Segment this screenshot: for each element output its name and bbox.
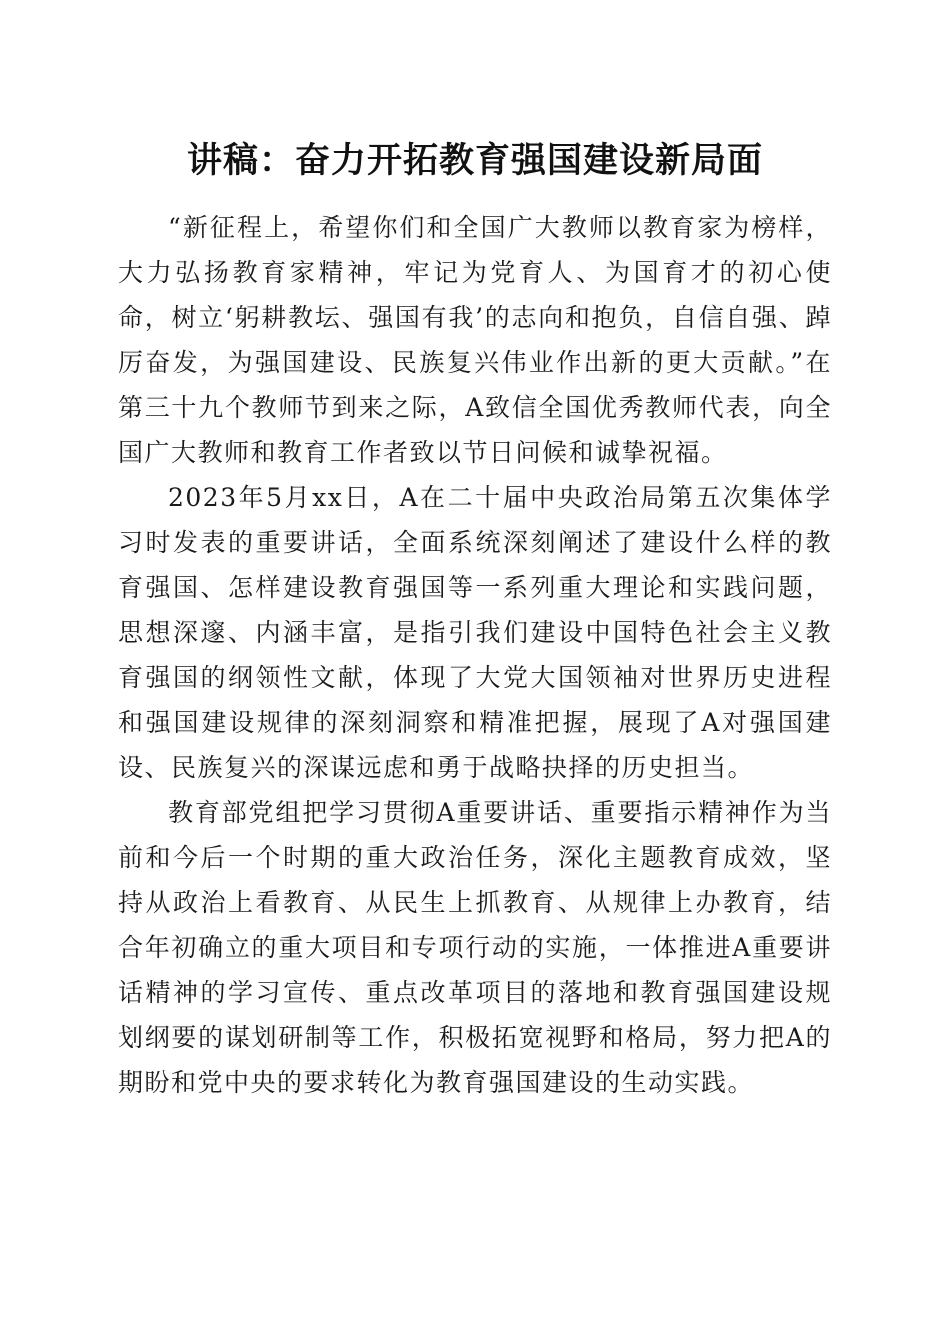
- paragraph-2: 2023年5月xx日，A在二十届中央政治局第五次集体学习时发表的重要讲话，全面系统深刻阐述了建设什么样的教育强国、怎样建设教育强国等一系列重大理论和实践问题，思想深邃、内涵丰富，是指引我们建设中国特色社会主义教育强国的纲领性文献，体现了大党大国领袖对世界历史进程和强国建设规律的深刻洞察和精准把握，展现了A对强国建设、民族复兴的深谋远虑和勇于战略抉择的历史担当。: [118, 483, 832, 782]
- document-body: [118, 205, 832, 1105]
- document-title: 讲稿：奋力开拓教育强国建设新局面: [186, 140, 763, 181]
- paragraph-3: 教育部党组把学习贯彻A重要讲话、重要指示精神作为当前和今后一个时期的重大政治任务，深化主题教育成效，坚持从政治上看教育、从民生上抓教育、从规律上办教育，结合年初确立的重大项目和专项行动的实施，一体推进A重要讲话精神的学习宣传、重点改革项目的落地和教育强国建设规划纲要的谋划研制等工作，积极拓宽视野和格局，努力把A的期盼和党中央的要求转化为教育强国建设的生动实践。: [118, 798, 832, 1097]
- paragraph-1: “新征程上，希望你们和全国广大教师以教育家为榜样，大力弘扬教育家精神，牢记为党育人、为国育才的初心使命，树立‘躬耕教坛、强国有我’的志向和抱负，自信自强、踔厉奋发，为强国建设、民族复兴伟业作出新的更大贡献。”在第三十九个教师节到来之际，A致信全国优秀教师代表，向全国广大教师和教育工作者致以节日问候和诚挚祝福。: [118, 213, 832, 467]
